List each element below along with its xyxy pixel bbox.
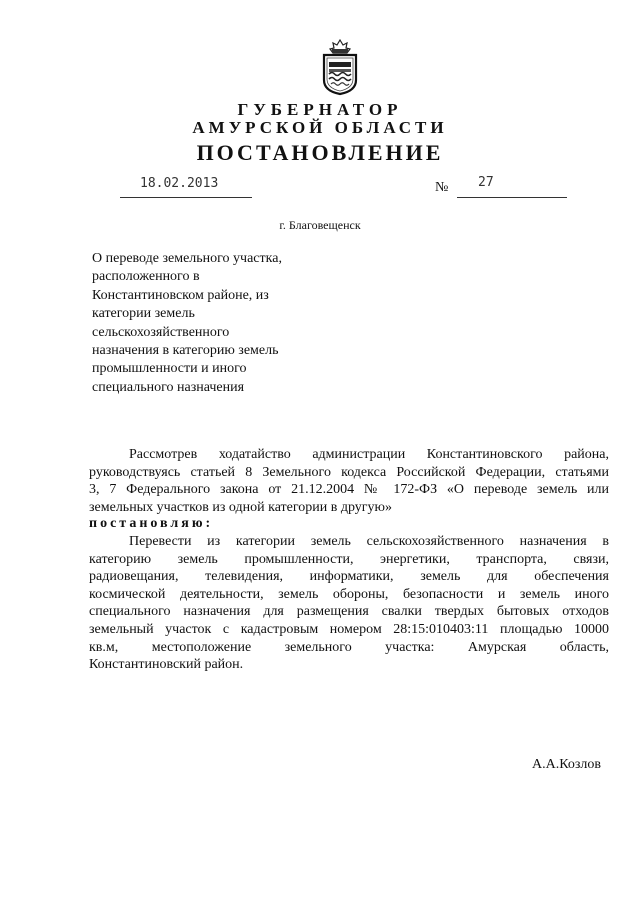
document-date: 18.02.2013 <box>140 176 219 191</box>
resolve-heading: постановляю: <box>89 516 214 531</box>
city: г. Благовещенск <box>279 218 361 232</box>
number-label: № <box>435 180 449 195</box>
coat-of-arms-emblem <box>318 38 362 96</box>
subject-line: сельскохозяйственного <box>92 324 230 340</box>
decision-line: Константиновский район. <box>89 657 244 673</box>
decision-line: категорию земель промышленности, энергетики, транспорта, связи, <box>89 551 609 567</box>
preamble-paragraph <box>89 446 609 516</box>
date-underline <box>120 197 252 198</box>
preamble-line: 3, 7 Федерального закона от 21.12.2004 № 172-ФЗ «О переводе земель или <box>89 482 609 498</box>
signatory-name: А.А.Козлов <box>532 757 601 772</box>
decision-paragraph <box>89 533 609 674</box>
document-type: ПОСТАНОВЛЕНИЕ <box>196 140 444 165</box>
subject-line: специального назначения <box>92 379 245 395</box>
document-subject <box>92 250 322 397</box>
subject-line: промышленности и иного <box>92 361 247 377</box>
number-underline <box>457 197 567 198</box>
preamble-line: руководствуясь статьей 8 Земельного кодекса Российской Федерации, статьями <box>89 464 609 480</box>
subject-line: расположенного в <box>92 269 200 285</box>
decision-line: Перевести из категории земель сельскохозяйственного назначения в <box>129 534 609 549</box>
preamble-line: Рассмотрев ходатайство администрации Константиновского района, <box>129 447 609 462</box>
subject-line: назначения в категорию земель <box>92 343 279 359</box>
subject-line: Константиновском районе, из <box>92 287 269 303</box>
issuer-title: ГУБЕРНАТОР <box>237 100 403 119</box>
decision-line: радиовещания, телевидения, информатики, земель для обеспечения <box>89 569 609 585</box>
decision-line: кв.м, местоположение земельного участка: Амурская область, <box>89 639 609 655</box>
subject-line: О переводе земельного участка, <box>92 251 282 266</box>
document-number: 27 <box>478 175 494 190</box>
preamble-line: земельных участков из одной категории в другую» <box>89 499 393 515</box>
issuer-region: АМУРСКОЙ ОБЛАСТИ <box>192 118 448 137</box>
decision-line: земельный участок с кадастровым номером 28:15:010403:11 площадью 10000 <box>89 621 609 637</box>
subject-line: категории земель <box>92 306 195 322</box>
decision-line: космической деятельности, земель обороны, безопасности и земель иного <box>89 586 609 602</box>
decision-line: специального назначения для размещения свалки твердых бытовых отходов <box>89 604 609 620</box>
